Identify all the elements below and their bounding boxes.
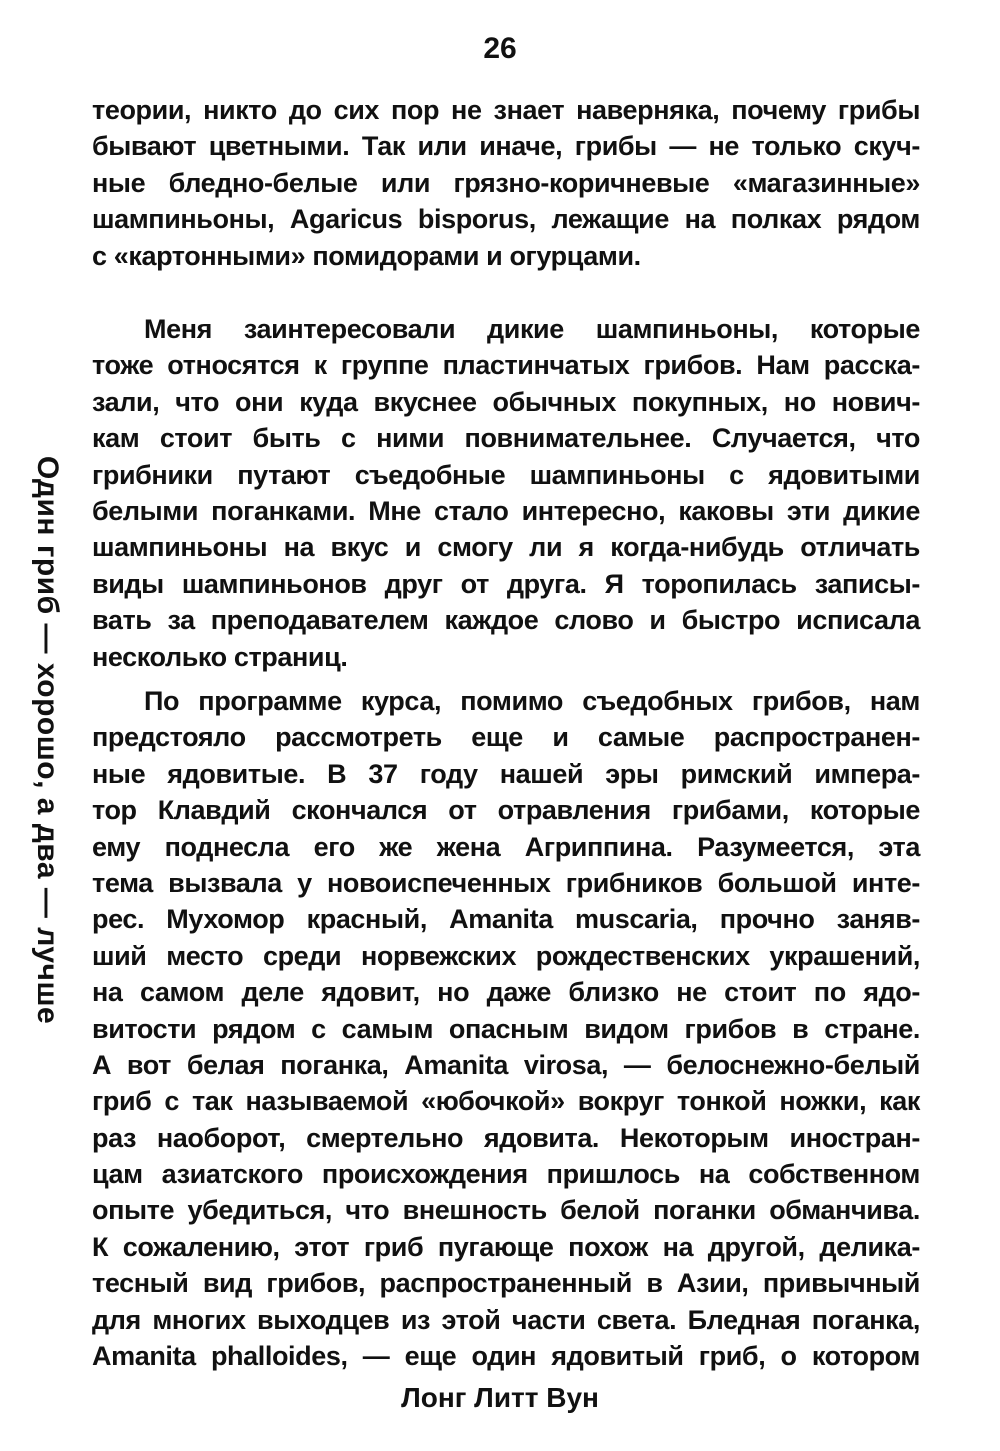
paragraph-intro	[92, 92, 920, 274]
text-line: ему поднесла его же жена Агриппина. Разумеется, эта	[92, 831, 920, 862]
text-line: вать за преподавателем каждое слово и быстро исписала	[92, 605, 920, 636]
text-line: тема вызвала у новоиспеченных грибников большой инте-	[92, 867, 920, 898]
text-line: теории, никто до сих пор не знает наверняка, почему грибы	[92, 95, 920, 125]
text-line: По программе курса, помимо съедобных грибов, нам	[144, 686, 920, 716]
text-line: шампиньоны на вкус и смогу ли я когда-нибудь отличать	[92, 532, 920, 563]
text-line: грибники путают съедобные шампиньоны с ядовитыми	[92, 459, 920, 490]
text-line: с «картонными» помидорами и огурцами.	[92, 240, 641, 271]
text-line: цам азиатского происхождения пришлось на собственном	[92, 1159, 920, 1190]
text-line: К сожалению, этот гриб пугающе похож на другой, делика-	[92, 1231, 920, 1262]
text-line: бывают цветными. Так или иначе, грибы — не только скуч-	[92, 131, 920, 162]
text-line: тор Клавдий скончался от отравления грибами, которые	[92, 795, 920, 826]
text-line: кам стоит быть с ними повнимательнее. Случается, что	[92, 423, 920, 454]
text-line: опыте убедиться, что внешность белой поганки обманчива.	[92, 1195, 920, 1226]
text-line: ные бледно-белые или грязно-коричневые «магазинные»	[92, 167, 920, 198]
text-line: для многих выходцев из этой части света. Бледная поганка,	[92, 1304, 920, 1335]
text-line: зали, что они куда вкуснее обычных покупных, но нович-	[92, 386, 920, 417]
text-line: тесный вид грибов, распространенный в Азии, привычный	[92, 1268, 920, 1299]
text-line: белыми поганками. Мне стало интересно, каковы эти дикие	[92, 495, 920, 526]
text-line: тоже относятся к группе пластинчатых грибов. Нам расска-	[92, 350, 920, 381]
author-footer: Лонг Литт Вун	[401, 1382, 599, 1413]
text-line: ные ядовитые. В 37 году нашей эры римский импера-	[92, 758, 920, 789]
text-line: витости рядом с самым опасным видом грибов в стране.	[92, 1013, 920, 1044]
text-line: несколько страниц.	[92, 641, 348, 672]
paragraph-poisonous-mushrooms	[92, 683, 920, 1374]
text-line: рес. Мухомор красный, Amanita muscaria, прочно заняв-	[92, 904, 920, 935]
text-line: шампиньоны, Agaricus bisporus, лежащие на полках рядом	[92, 204, 920, 235]
text-line: гриб с так называемой «юбочкой» вокруг тонкой ножки, как	[92, 1086, 920, 1117]
text-line: раз наоборот, смертельно ядовита. Некоторым иностран-	[92, 1122, 920, 1153]
text-line: Меня заинтересовали дикие шампиньоны, которые	[144, 314, 920, 344]
text-line: ший место среди норвежских рождественских украшений,	[92, 940, 920, 971]
text-line: виды шампиньонов друг от друга. Я торопилась записы-	[92, 568, 920, 599]
running-head: Один гриб — хорошо, а два — лучше	[31, 455, 64, 1025]
text-line: Amanita phalloides, — еще один ядовитый гриб, о котором	[92, 1341, 920, 1372]
paragraph-wild-champignons	[92, 311, 920, 675]
text-line: предстояло рассмотреть еще и самые распространен-	[92, 722, 920, 753]
text-line: на самом деле ядовит, но даже близко не стоит по ядо-	[92, 977, 920, 1008]
text-line: А вот белая поганка, Amanita virosa, — белоснежно-белый	[92, 1049, 920, 1080]
page-number: 26	[483, 32, 517, 65]
